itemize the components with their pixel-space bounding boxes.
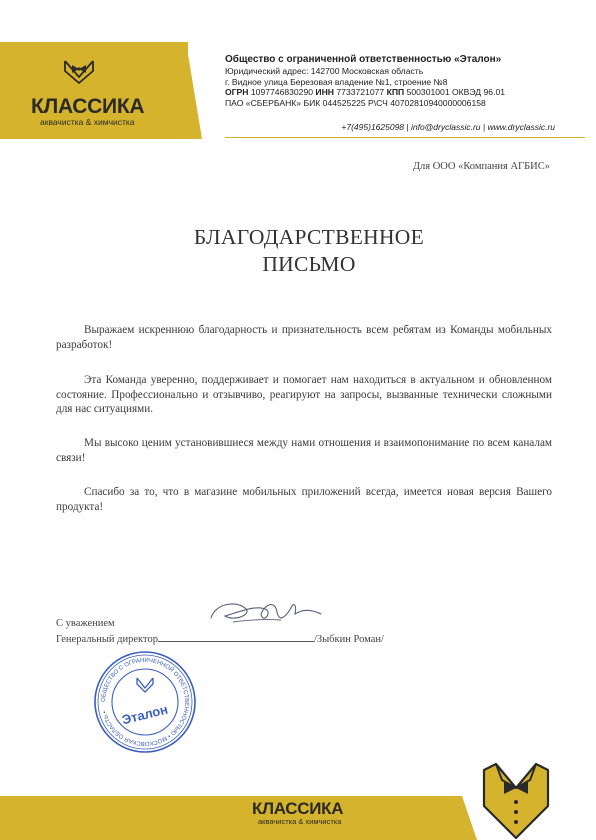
ogrn-label: ОГРН (225, 87, 249, 97)
kpp-label: КПП (386, 87, 405, 97)
kpp-value: 500301001 ОКВЭД 96.01 (406, 87, 506, 97)
header-diagonal-stripe (168, 42, 208, 139)
company-title: Общество с ограниченной ответственностью «Эталон» (225, 54, 502, 65)
svg-text:ОБЩЕСТВО С ОГРАНИЧЕННОЙ ОТВЕТС: ОБЩЕСТВО С ОГРАНИЧЕННОЙ ОТВЕТСТВЕННОСТЬЮ • МОСКОВСКАЯ ОБЛАСТЬ • (100, 657, 190, 747)
inn-label: ИНН (315, 87, 335, 97)
footer-diagonal-edge (447, 796, 477, 840)
svg-text:Эталон: Эталон (120, 701, 170, 728)
header-divider (225, 137, 585, 138)
footer-brand-name: КЛАССИКА (252, 799, 344, 818)
brand-logo-name: КЛАССИКА (31, 95, 145, 118)
letter-title (100, 224, 518, 278)
letter-paragraph-1: Выражаем искреннюю благодарность и признательность всем ребятам из Команды мобильных разработок! (56, 324, 552, 351)
registration-line (225, 87, 570, 98)
letter-paragraph-4: Спасибо за то, что в магазине мобильных приложений всегда, имеется новая версия Вашего продукта! (56, 486, 552, 513)
letter-recipient: Для ООО «Компания АГБИС» (412, 161, 550, 172)
shirt-emblem-icon (482, 762, 550, 840)
inn-value: 7733721077 (336, 87, 385, 97)
address-line-1: Юридический адрес: 142700 Московская область (225, 66, 424, 76)
bowtie-shirt-logo-icon (62, 57, 96, 85)
letter-title-line-2: ПИСЬМО (262, 252, 356, 276)
footer-brand-tagline: аквачистка & химчистка (258, 817, 342, 826)
closing-phrase: С уважением (56, 618, 115, 629)
signer-name: /Зыбкин Роман/ (313, 633, 384, 645)
signer-position: Генеральный директор (56, 633, 158, 645)
brand-tagline: аквачистка & химчистка (40, 117, 135, 127)
letter-paragraph-3: Мы высоко ценим установившиеся между нами отношения и взаимопонимание по всем каналам связи! (56, 437, 552, 464)
company-seal-stamp (92, 649, 198, 755)
footer-brand-bar (0, 796, 462, 840)
ogrn-value: 1097746830290 (250, 87, 314, 97)
letter-paragraph-2: Эта Команда уверенно, поддерживает и помогает нам находиться в актуальном и обновленном состояние. Профессионально и отзывчиво, реагируют на запросы, вызванные технически сложными для нас ситуациями. (56, 374, 552, 415)
handwritten-signature (205, 592, 325, 634)
company-details (225, 53, 570, 108)
address-line-2: г. Видное улица Березовая владение №1, строение №8 (225, 76, 448, 87)
letter-title-line-1: БЛАГОДАРСТВЕННОЕ (193, 225, 425, 249)
company-contacts[interactable]: +7(495)1625098 | info@dryclassic.ru | www.dryclassic.ru (341, 122, 555, 132)
bank-details: ПАО «СБЕРБАНК» БИК 044525225 Р\СЧ 40702810940000006158 (225, 97, 486, 108)
